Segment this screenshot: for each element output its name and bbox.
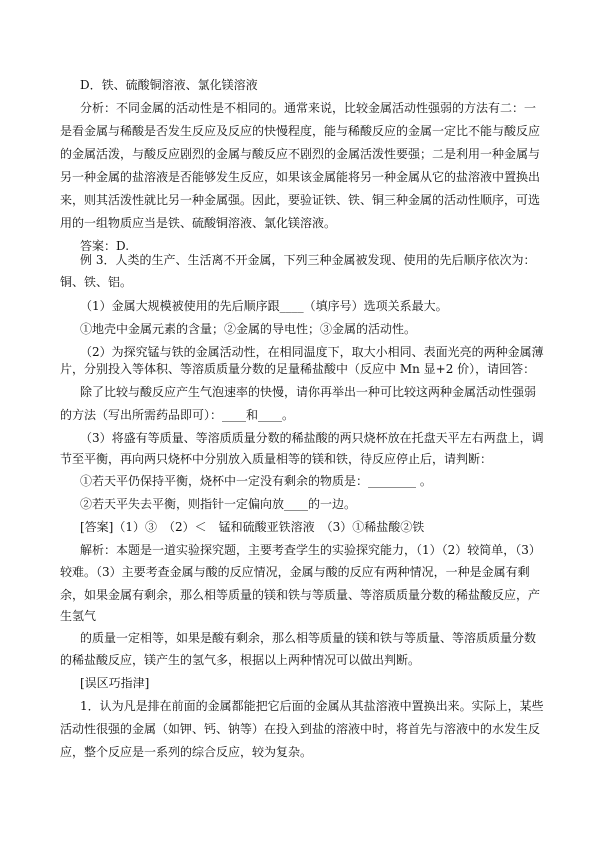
- analysis-line: 是看金属与稀酸是否发生反应及反应的快慢程度，能与稀酸反应的金属一定比不能与酸反应: [60, 124, 541, 138]
- tip-line: 应，整个反应是一系列的综合反应，较为复杂。: [60, 745, 313, 759]
- explanation-line: 的质量一定相等，如果是酸有剩余，那么相等质量的镁和铁与等质量、等溶质质量分数: [80, 631, 537, 645]
- answer-line: [答案]（1）③ （2）＜ 锰和硫酸亚铁溶液 （3）①稀盐酸②铁: [80, 520, 425, 534]
- example-title-line: 例 3．人类的生产、生活离不开金属，下列三种金属被发现、使用的先后顺序依次为：: [80, 253, 536, 267]
- option-d-line: D．铁、硫酸铜溶液、氯化镁溶液: [80, 78, 258, 92]
- question-2-line: 的方法（写出所需药品即可）：____和____。: [60, 408, 295, 422]
- analysis-line: 来，则其活泼性就比另一种金属强。因此，要验证铁、铁、铜三种金属的活动性顺序，可选: [60, 193, 541, 207]
- question-3-sub2-line: ②若天平失去平衡，则指针一定偏向放____的一边。: [80, 497, 357, 511]
- explanation-line: 生氢气: [60, 609, 97, 623]
- question-1-options-line: ①地壳中金属元素的含量；②金属的导电性；③金属的活动性。: [80, 322, 417, 336]
- section-heading: [误区巧指津]: [80, 676, 150, 690]
- analysis-line: 用的一组物质应当是铁、硫酸铜溶液、氯化镁溶液。: [60, 216, 337, 230]
- explanation-line: 解析：本题是一道实验探究题，主要考查学生的实验探究能力，（1）（2）较简单，（3）: [80, 543, 541, 557]
- question-2-line: （2）为探究锰与铁的金属活动性，在相同温度下，取大小相同、表面光亮的两种金属薄: [80, 345, 544, 359]
- question-2-line: 除了比较与酸反应产生气泡速率的快慢，请你再举出一种可比较这两种金属活动性强弱: [80, 385, 537, 399]
- tip-line: 1．认为凡是排在前面的金属都能把它后面的金属从其盐溶液中置换出来。实际上，某些: [80, 699, 544, 713]
- question-1-line: （1）金属大规模被使用的先后顺序跟____（填序号）选项关系最大。: [80, 299, 448, 313]
- explanation-line: 余，如果金属有剩余，那么相等质量的镁和铁与等质量、等溶质质量分数的稀盐酸反应，产: [60, 588, 541, 602]
- explanation-line: 的稀盐酸反应，镁产生的氢气多，根据以上两种情况可以做出判断。: [60, 653, 421, 667]
- answer-line: 答案：D.: [80, 239, 130, 253]
- question-3-line: （3）将盛有等质量、等溶质质量分数的稀盐酸的两只烧杯放在托盘天平左右两盘上，调: [80, 431, 544, 445]
- question-2-line: 片，分别投入等体积、等溶质质量分数的足量稀盐酸中（反应中 Mn 显+2 价），请回答：: [60, 362, 536, 376]
- tip-line: 活动性很强的金属（如钾、钙、钠等）在投入到盐的溶液中时，将首先与溶液中的水发生反: [60, 722, 541, 736]
- analysis-line: 的金属活泼，与酸反应剧烈的金属与酸反应不剧烈的金属活泼性要强；二是利用一种金属与: [60, 147, 541, 161]
- question-3-sub1-line: ①若天平仍保持平衡，烧杯中一定没有剩余的物质是：________ 。: [80, 474, 432, 488]
- question-3-line: 节至平衡，再向两只烧杯中分别放入质量相等的镁和铁，待反应停止后，请判断：: [60, 452, 493, 466]
- analysis-line: 分析：不同金属的活动性是不相同的。通常来说，比较金属活动性强弱的方法有二：一: [80, 101, 537, 115]
- example-line: 铜、铁、铝。: [60, 275, 133, 289]
- explanation-line: 较难。（3）主要考查金属与酸的反应情况，金属与酸的反应有两种情况，一种是金属有剩: [60, 565, 530, 579]
- analysis-line: 另一种金属的盐溶液是否能够发生反应，如果该金属能将另一种金属从它的盐溶液中置换出: [60, 170, 541, 184]
